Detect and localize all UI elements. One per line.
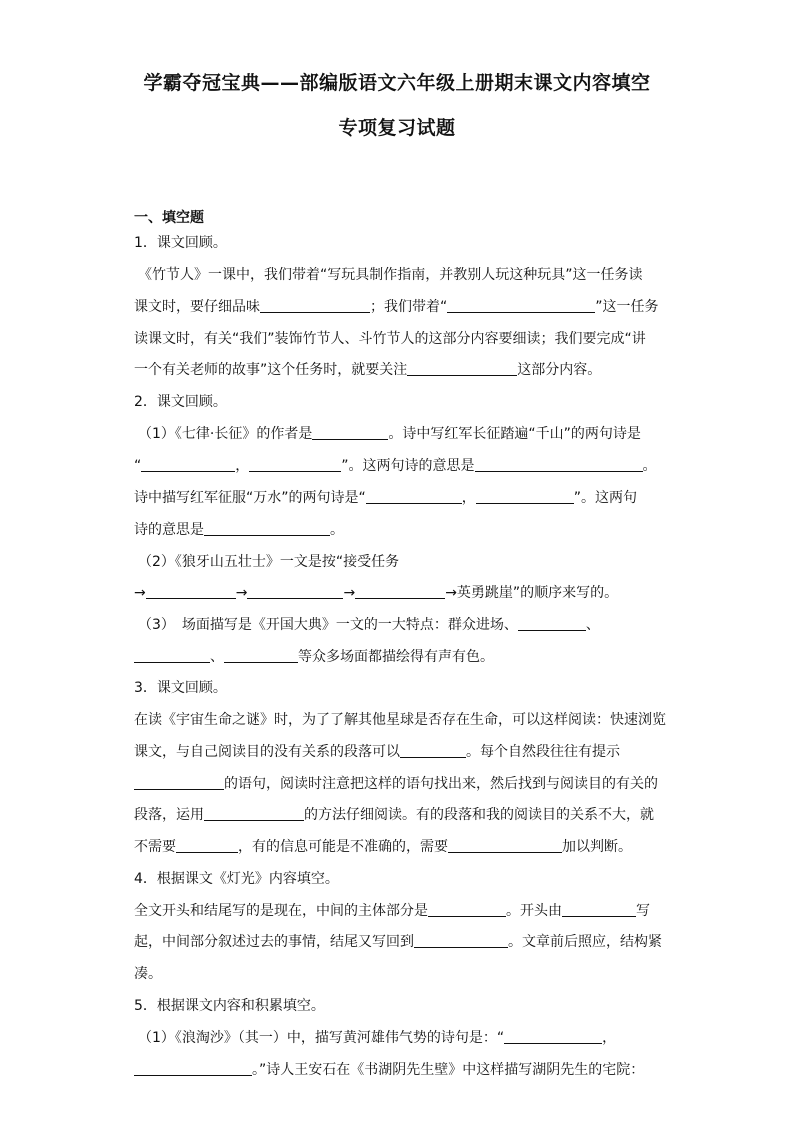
q3-line-5 (134, 838, 674, 856)
q1-line-2 (134, 298, 674, 316)
answer-blank[interactable] (204, 521, 330, 536)
q2-text: “ (134, 458, 142, 474)
q3-text: 加以判断。 (562, 839, 632, 855)
q4-text: 。开头由 (506, 903, 562, 919)
answer-blank[interactable] (448, 838, 562, 853)
answer-blank[interactable] (400, 743, 466, 758)
q5-number: 5．根据课文内容和积累填空。 (134, 998, 325, 1014)
q3-line-3 (134, 775, 674, 793)
q2-text: 。 (330, 522, 344, 538)
q2-text: ， (235, 458, 250, 474)
answer-blank[interactable] (146, 584, 236, 599)
answer-blank[interactable] (134, 1061, 252, 1076)
answer-blank[interactable] (447, 298, 595, 313)
answer-blank[interactable] (134, 775, 224, 790)
answer-blank[interactable] (141, 457, 235, 472)
q3-number: 3．课文回顾。 (134, 680, 227, 696)
title-line-2: 专项复习试题 (338, 117, 456, 139)
q3-text: 课文，与自己阅读目的没有关系的段落可以 (134, 744, 400, 760)
answer-blank[interactable] (260, 298, 370, 313)
q2-text: → (134, 585, 146, 601)
q1-line-3: 读课文时，有关“我们”装饰竹节人、斗竹节人的这部分内容要细读；我们要完成“讲 (134, 331, 646, 347)
q4-text: 起，中间部分叙述过去的事情，结尾又写回到 (134, 934, 414, 950)
q5-line-2 (134, 1061, 674, 1079)
q5-text: 。”诗人王安石在《书湖阴先生壁》中这样描写湖阴先生的宅院： (252, 1062, 645, 1078)
q2-line-1 (138, 425, 678, 443)
q2-line-8 (134, 648, 674, 666)
answer-blank[interactable] (249, 457, 341, 472)
answer-blank[interactable] (476, 489, 574, 504)
q2-line-4 (134, 521, 674, 539)
answer-blank[interactable] (414, 933, 508, 948)
answer-blank[interactable] (475, 457, 643, 472)
q2-text: → (343, 585, 356, 601)
q2-text: 等众多场面都描绘得有声有色。 (298, 649, 494, 665)
answer-blank[interactable] (224, 648, 298, 663)
answer-blank[interactable] (176, 838, 238, 853)
q1-text: 一个有关老师的故事”这个任务时，就要关注 (134, 362, 408, 378)
q2-line-5: （2）《狼牙山五壮士》一文是按“接受任务 (138, 554, 400, 570)
q2-text: （3） 场面描写是《开国大典》一文的一大特点：群众进场、 (138, 617, 518, 633)
answer-blank[interactable] (134, 648, 210, 663)
answer-blank[interactable] (562, 902, 636, 917)
q3-text: 不需要 (134, 839, 176, 855)
q2-line-3 (134, 489, 674, 507)
q3-text: ，有的信息可能是不准确的，需要 (238, 839, 448, 855)
q1-text: ；我们带着“ (370, 299, 448, 315)
answer-blank[interactable] (355, 584, 445, 599)
q5-text: （1）《浪淘沙》（其一）中，描写黄河雄伟气势的诗句是：“ (138, 1030, 505, 1046)
q2-line-2 (134, 457, 694, 475)
q1-text: 课文时，要仔细品味 (134, 299, 260, 315)
q2-line-6 (134, 584, 674, 602)
q2-text: ”。这两句诗的意思是 (341, 458, 475, 474)
q5-line-1 (138, 1029, 678, 1047)
q4-number: 4．根据课文《灯光》内容填空。 (134, 871, 339, 887)
answer-blank[interactable] (312, 425, 388, 440)
title-line-1: 学霸夺冠宝典——部编版语文六年级上册期末课文内容填空 (143, 72, 651, 94)
answer-blank[interactable] (204, 806, 304, 821)
q2-text: ”。这两句 (573, 490, 638, 506)
answer-blank[interactable] (504, 1029, 602, 1044)
q3-line-2 (134, 743, 674, 761)
q2-text: →英勇跳崖”的顺序来写的。 (445, 585, 619, 601)
q2-line-7 (138, 616, 678, 634)
q1-text: 这部分内容。 (517, 362, 602, 378)
q2-text: 诗的意思是 (134, 522, 204, 538)
q2-text: 、 (210, 649, 224, 665)
q4-line-1 (134, 902, 674, 920)
q4-line-3: 凑。 (134, 966, 162, 982)
q3-text: 。每个自然段往往有提示 (466, 744, 620, 760)
q1-line-4 (134, 361, 674, 379)
q1-line-1: 《竹节人》一课中，我们带着“写玩具制作指南，并教别人玩这种玩具”这一任务读 (138, 267, 643, 283)
answer-blank[interactable] (247, 584, 343, 599)
q4-text: 。文章前后照应，结构紧 (508, 934, 662, 950)
q2-text: （1）《七律·长征》的作者是 (138, 426, 313, 442)
q2-text: 、 (585, 617, 600, 633)
q4-text: 全文开头和结尾写的是现在，中间的主体部分是 (134, 903, 428, 919)
q3-text: 段落，运用 (134, 807, 204, 823)
q2-text: 。诗中写红军长征踏遍“千山”的两句诗是 (388, 426, 641, 442)
answer-blank[interactable] (428, 902, 506, 917)
section-title: 一、填空题 (134, 210, 204, 226)
q1-number: 1．课文回顾。 (134, 235, 227, 251)
q1-text: ”这一任务 (595, 299, 659, 315)
q2-text: 诗中描写红军征服“万水”的两句诗是“ (134, 490, 366, 506)
q3-line-1: 在读《宇宙生命之谜》时，为了了解其他星球是否存在生命，可以这样阅读：快速浏览 (134, 712, 666, 728)
q4-text: 写 (636, 903, 650, 919)
q2-text: → (235, 585, 248, 601)
q3-line-4 (134, 806, 674, 824)
q2-number: 2．课文回顾。 (134, 394, 227, 410)
answer-blank[interactable] (366, 489, 462, 504)
q4-line-2 (134, 933, 674, 951)
q3-text: 的方法仔细阅读。有的段落和我的阅读目的关系不大，就 (304, 807, 654, 823)
answer-blank[interactable] (518, 616, 586, 631)
answer-blank[interactable] (407, 361, 517, 376)
q2-text: ， (461, 490, 476, 506)
q3-text: 的语句，阅读时注意把这样的语句找出来，然后找到与阅读目的有关的 (224, 776, 658, 792)
q2-text: 。 (642, 458, 657, 474)
q5-text: ， (602, 1030, 617, 1046)
